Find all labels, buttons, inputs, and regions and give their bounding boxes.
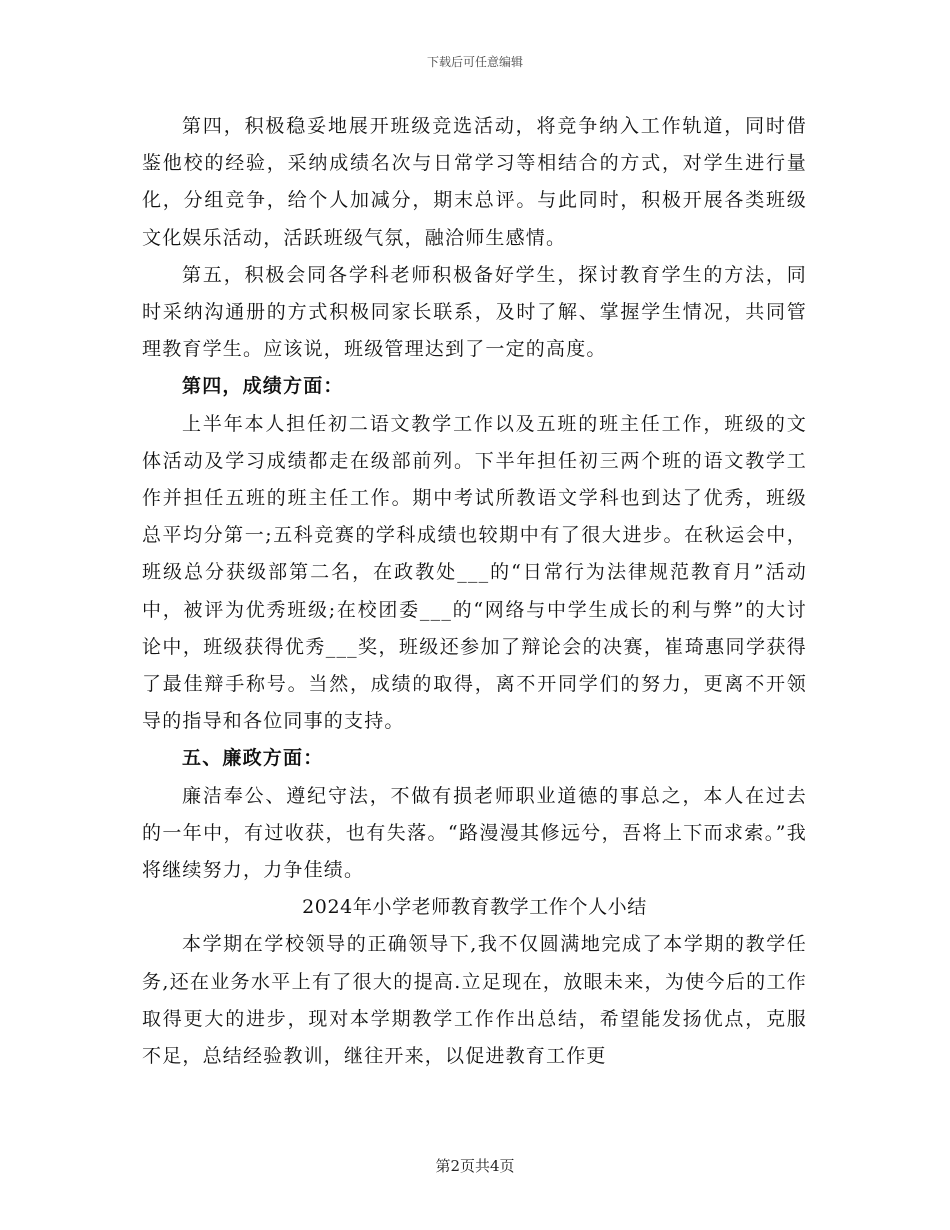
paragraph-fourth-point: 第四，积极稳妥地展开班级竞选活动，将竞争纳入工作轨道，同时借鉴他校的经验，采纳成绩名次与日常学习等相结合的方式，对学生进行量化，分组竞争，给个人加减分，期末总评。与此同时，积极开展各类班级文化娱乐活动，活跃班级气氛，融洽师生感情。	[142, 115, 807, 249]
paragraph-fifth-point: 第五，积极会同各学科老师积极备好学生，探讨教育学生的方法，同时采纳沟通册的方式积极同家长联系，及时了解、掌握学生情况，共同管理教育学生。应该说，班级管理达到了一定的高度。	[142, 263, 807, 361]
article-title: 2024年小学老师教育教学工作个人小结	[302, 896, 647, 919]
page-footer: 第2页共4页	[435, 1157, 515, 1175]
paragraph-integrity: 廉洁奉公、遵纪守法，不做有损老师职业道德的事总之，本人在过去的一年中，有过收获，也有失落。“路漫漫其修远兮，吾将上下而求索。”我将继续努力，力争佳绩。	[142, 784, 807, 882]
section-heading-integrity: 五、廉政方面：	[182, 747, 324, 770]
paragraph-article-intro: 本学期在学校领导的正确领导下,我不仅圆满地完成了本学期的教学任务,还在业务水平上有了很大的提高.立足现在，放眼未来，为使今后的工作取得更大的进步，现对本学期教学工作作出总结，希望能发扬优点，克服不足，总结经验教训，继往开来，以促进教育工作更	[142, 933, 807, 1068]
paragraph-achievements: 上半年本人担任初二语文教学工作以及五班的班主任工作，班级的文体活动及学习成绩都走在级部前列。下半年担任初三两个班的语文教学工作并担任五班的班主任工作。期中考试所教语文学科也到达了优秀，班级总平均分第一;五科竞赛的学科成绩也较期中有了很大进步。在秋运会中，班级总分获级部第二名，在政教处___的“日常行为法律规范教育月”活动中，被评为优秀班级;在校团委___的“网络与中学生成长的利与弊”的大讨论中，班级获得优秀___奖，班级还参加了辩论会的决赛，崔琦惠同学获得了最佳辩手称号。当然，成绩的取得，离不开同学们的努力，更离不开领导的指导和各位同事的支持。	[142, 412, 807, 733]
document-body	[142, 108, 807, 1075]
page-header: 下载后可任意编辑	[426, 55, 523, 69]
section-heading-achievements: 第四，成绩方面：	[182, 375, 344, 398]
